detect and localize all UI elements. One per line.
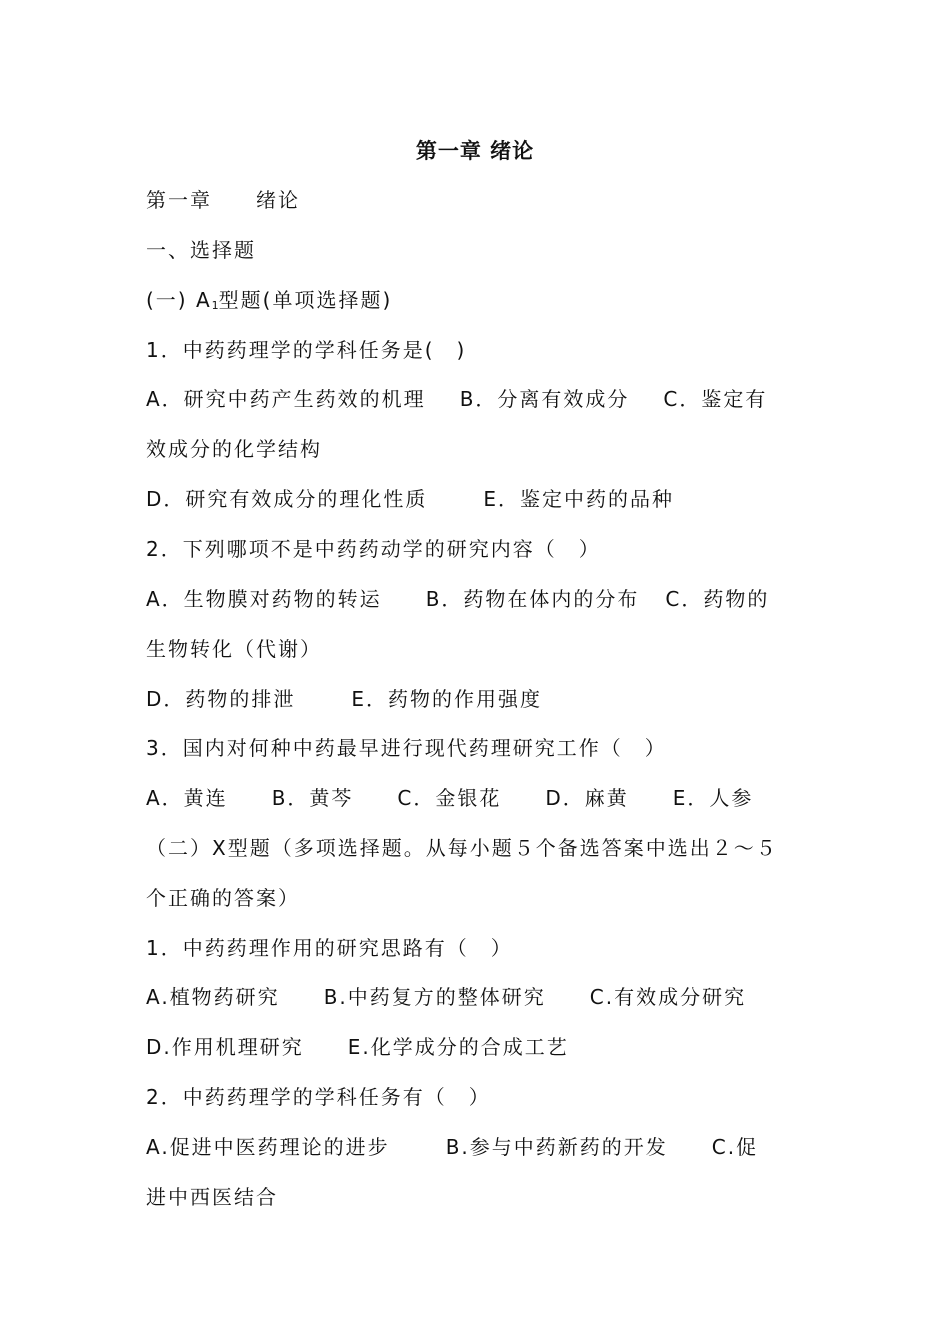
- a1-section-heading: [146, 285, 806, 321]
- question-2-options-row: [146, 584, 806, 614]
- q2-option-c-part1: C．药物的: [665, 587, 770, 611]
- a1-subscript: 1: [211, 299, 219, 312]
- q3-option-c: C．金银花: [397, 786, 502, 810]
- question-1-options-row: [146, 384, 806, 414]
- xq2-option-c-part1: C.促: [711, 1135, 759, 1159]
- xq1-option-a: A.植物药研究: [146, 985, 280, 1009]
- question-3-options-row: [146, 783, 806, 813]
- q1-option-e: E．鉴定中药的品种: [483, 487, 675, 511]
- question-3: 3．国内对何种中药最早进行现代药理研究工作（ ）: [146, 736, 667, 760]
- x-question-2-options-row: [146, 1132, 806, 1162]
- x-question-1-options-row: [146, 982, 806, 1012]
- page-title: 第一章 绪论: [415, 138, 535, 163]
- chapter-name: 绪论: [256, 188, 300, 212]
- question-1-options-row2: [146, 484, 806, 514]
- q1-option-a: A．研究中药产生药效的机理: [146, 387, 426, 411]
- q2-option-c-part2: 生物转化（代谢）: [146, 637, 322, 661]
- x-section-heading-1: （二）X型题（多项选择题。从每小题５个备选答案中选出２～５: [146, 836, 778, 860]
- xq2-option-c-part2: 进中西医结合: [146, 1185, 278, 1209]
- x-question-1-options-row2: [146, 1032, 806, 1062]
- q1-option-d: D．研究有效成分的理化性质: [146, 487, 428, 511]
- x-question-1: 1．中药药理作用的研究思路有（ ）: [146, 936, 513, 960]
- section-heading: 一、选择题: [146, 238, 256, 262]
- chapter-heading: [146, 185, 806, 215]
- question-1: 1．中药药理学的学科任务是( ): [146, 338, 467, 362]
- q2-option-a: A．生物膜对药物的转运: [146, 587, 382, 611]
- xq1-option-b: B.中药复方的整体研究: [323, 985, 546, 1009]
- q3-option-e: E．人参: [672, 786, 754, 810]
- x-section-heading-2: 个正确的答案）: [146, 886, 300, 910]
- a1-prefix: (一) A: [146, 288, 212, 312]
- q3-option-a: A．黄连: [146, 786, 228, 810]
- q3-option-d: D．麻黄: [545, 786, 629, 810]
- xq2-option-a: A.促进中医药理论的进步: [146, 1135, 390, 1159]
- xq1-option-c: C.有效成分研究: [589, 985, 747, 1009]
- q2-option-d: D．药物的排泄: [146, 687, 296, 711]
- question-2-options-row2: [146, 684, 806, 714]
- xq1-option-d: D.作用机理研究: [146, 1035, 304, 1059]
- chapter-number: 第一章: [146, 188, 212, 212]
- x-question-2: 2．中药药理学的学科任务有（ ）: [146, 1085, 491, 1109]
- q1-option-c-part2: 效成分的化学结构: [146, 437, 322, 461]
- q3-option-b: B．黄芩: [271, 786, 354, 810]
- q2-option-e: E．药物的作用强度: [351, 687, 543, 711]
- a1-suffix: 型题(单项选择题): [218, 288, 393, 312]
- xq2-option-b: B.参与中药新药的开发: [445, 1135, 668, 1159]
- q2-option-b: B．药物在体内的分布: [425, 587, 640, 611]
- xq1-option-e: E.化学成分的合成工艺: [347, 1035, 569, 1059]
- q1-option-b: B．分离有效成分: [459, 387, 630, 411]
- question-2: 2．下列哪项不是中药药动学的研究内容（ ）: [146, 537, 601, 561]
- q1-option-c-part1: C．鉴定有: [663, 387, 768, 411]
